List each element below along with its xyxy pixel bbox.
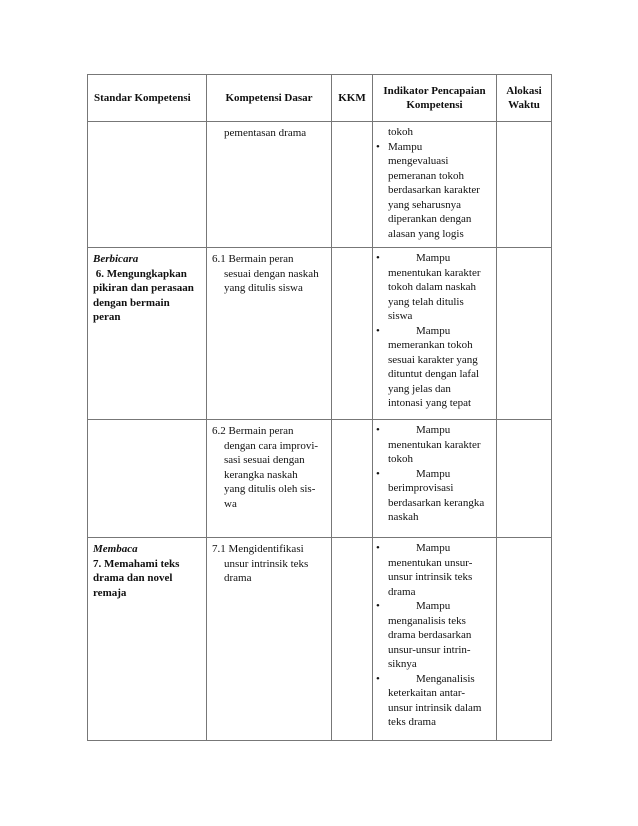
- kd-line: 7.1 Mengidentifikasi: [212, 543, 304, 555]
- kkm-cell: [332, 248, 373, 420]
- indicator-item: • Mampu menentukan unsur- unsur intrinsik teks drama: [376, 542, 473, 598]
- kd-line: 6.1 Bermain peran: [212, 253, 294, 265]
- table-row: [88, 122, 552, 248]
- indicator-item: • Mampu menganalisis teks drama berdasarkan unsur-unsur intrin- siknya: [376, 600, 472, 670]
- bullet-icon: •: [376, 672, 380, 685]
- indicator-cell: [373, 122, 497, 248]
- indicator-lead: tokoh: [388, 126, 414, 138]
- table-header-row: [88, 75, 552, 122]
- sk-line: 7. Memahami teks: [93, 557, 180, 570]
- kd-cell: [207, 538, 332, 741]
- kd-cell: [207, 420, 332, 538]
- indicator-item: • Mampu mengevaluasi pemeranan tokoh berdasarkan karakter yang seharusnya diperankan dengan alasan yang logis: [376, 140, 480, 240]
- indicator-item: • Mampu memerankan tokoh sesuai karakter yang dituntut dengan lafal yang jelas dan intonasi yang tepat: [376, 324, 480, 409]
- table-row: [88, 420, 552, 538]
- header-kompetensi-dasar: Kompetensi Dasar: [207, 75, 332, 122]
- sk-line: 6. Mengungkapkan: [93, 267, 187, 280]
- sk-line: drama dan novel: [93, 572, 173, 584]
- kd-line: yang ditulis siswa: [224, 282, 303, 294]
- header-kkm: KKM: [332, 75, 373, 122]
- bullet-icon: •: [376, 424, 380, 436]
- header-indikator: Indikator Pencapaian Kompetensi: [373, 75, 497, 122]
- bullet-icon: •: [376, 252, 380, 264]
- bullet-icon: •: [376, 140, 380, 153]
- kd-line: pementasan drama: [224, 127, 307, 139]
- header-standar-kompetensi: Standar Kompetensi: [88, 75, 207, 122]
- kd-line: kerangka naskah: [224, 468, 298, 481]
- kkm-cell: [332, 420, 373, 538]
- kd-line: sesuai dengan naskah: [224, 267, 319, 280]
- sk-cell: [88, 538, 207, 741]
- indicator-cell: [373, 538, 497, 741]
- indicator-item: • Menganalisis keterkaitan antar- unsur intrinsik dalam teks drama: [376, 672, 482, 728]
- kd-line: 6.2 Bermain peran: [212, 425, 294, 437]
- alokasi-cell: [497, 538, 552, 741]
- kd-line: dengan cara improvi-: [224, 439, 319, 452]
- competency-table: [87, 74, 552, 741]
- sk-title: Membaca: [93, 543, 138, 555]
- sk-line: pikiran dan perasaan: [93, 282, 194, 294]
- table-row: [88, 248, 552, 420]
- sk-title: Berbicara: [93, 253, 139, 265]
- bullet-icon: •: [376, 542, 380, 554]
- indicator-item: • Mampu berimprovisasi berdasarkan kerangka naskah: [376, 467, 485, 523]
- bullet-icon: •: [376, 600, 380, 612]
- kd-line: wa: [224, 497, 237, 510]
- bullet-icon: •: [376, 467, 380, 480]
- kd-cell: [207, 122, 332, 248]
- alokasi-cell: [497, 248, 552, 420]
- kd-line: yang ditulis oleh sis-: [224, 483, 316, 495]
- alokasi-cell: [497, 420, 552, 538]
- sk-line: dengan bermain: [93, 296, 170, 309]
- kd-line: unsur intrinsik teks: [224, 557, 309, 570]
- sk-line: remaja: [93, 586, 127, 599]
- indicator-cell: [373, 420, 497, 538]
- kkm-cell: [332, 122, 373, 248]
- sk-line: peran: [93, 311, 121, 323]
- indicator-item: • Mampu menentukan karakter tokoh dalam naskah yang telah ditulis siswa: [376, 252, 481, 322]
- header-alokasi-waktu: Alokasi Waktu: [497, 75, 552, 122]
- table-row: [88, 538, 552, 741]
- kd-line: drama: [224, 572, 252, 584]
- kd-cell: [207, 248, 332, 420]
- indicator-cell: [373, 248, 497, 420]
- bullet-icon: •: [376, 324, 380, 337]
- kkm-cell: [332, 538, 373, 741]
- kd-line: sasi sesuai dengan: [224, 454, 305, 466]
- alokasi-cell: [497, 122, 552, 248]
- sk-cell: [88, 248, 207, 420]
- indicator-item: • Mampu menentukan karakter tokoh: [376, 424, 481, 465]
- sk-cell: [88, 122, 207, 248]
- sk-cell: [88, 420, 207, 538]
